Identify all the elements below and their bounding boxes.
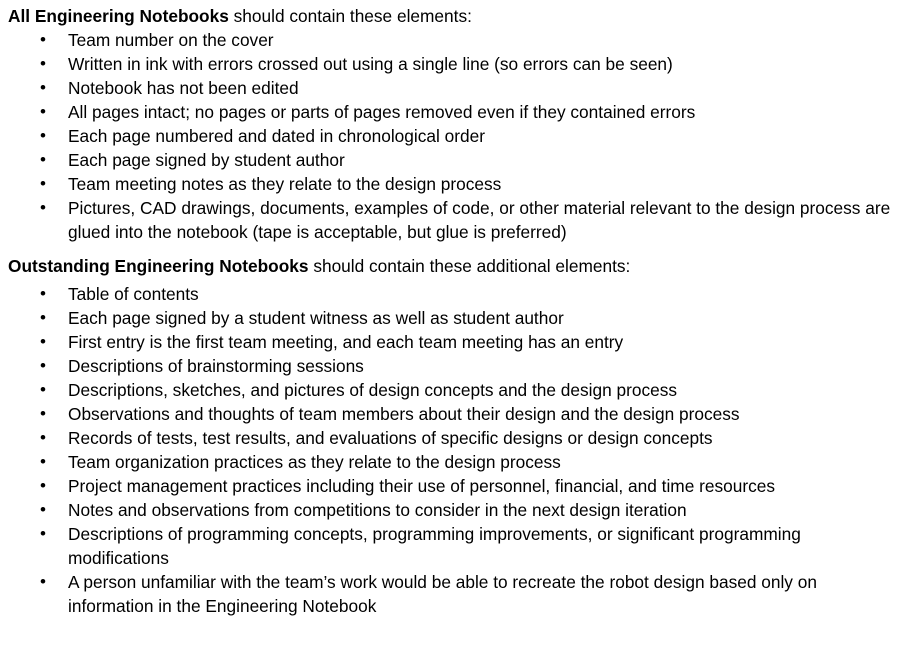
bullet-icon: • — [40, 356, 46, 375]
bullet-icon: • — [40, 308, 46, 327]
list-item-text: Pictures, CAD drawings, documents, examples of code, or other material relevant to the design process are glued into the notebook (tape is acceptable, but glue is preferred) — [68, 198, 891, 242]
list-item — [8, 498, 902, 522]
list-item — [8, 306, 902, 330]
list-item — [8, 28, 902, 52]
heading-rest-outstanding: should contain these additional elements: — [308, 256, 631, 276]
list-item-text: A person unfamiliar with the team’s work would be able to recreate the robot design based only on information in the Engineering Notebook — [68, 572, 817, 616]
bullet-icon: • — [40, 524, 46, 543]
list-item-text: Observations and thoughts of team members about their design and the design process — [68, 404, 740, 424]
bullet-icon: • — [40, 500, 46, 519]
list-item — [8, 402, 902, 426]
list-item — [8, 378, 902, 402]
list-all-notebooks — [8, 28, 902, 244]
bullet-icon: • — [40, 332, 46, 351]
bullet-icon: • — [40, 380, 46, 399]
list-item-text: Descriptions of programming concepts, programming improvements, or significant programming modifications — [68, 524, 801, 568]
bullet-icon: • — [40, 174, 46, 193]
bullet-icon: • — [40, 452, 46, 471]
bullet-icon: • — [40, 102, 46, 121]
list-item-text: Project management practices including their use of personnel, financial, and time resources — [68, 476, 775, 496]
list-item — [8, 282, 902, 306]
bullet-icon: • — [40, 126, 46, 145]
list-item — [8, 52, 902, 76]
list-item — [8, 570, 902, 618]
list-item-text: Table of contents — [68, 284, 199, 304]
list-item-text: Notebook has not been edited — [68, 78, 299, 98]
section-heading-all — [8, 4, 902, 28]
list-item-text: Team number on the cover — [68, 30, 274, 50]
list-item-text: Each page numbered and dated in chronological order — [68, 126, 485, 146]
list-item — [8, 330, 902, 354]
section-heading-outstanding — [8, 254, 902, 278]
bullet-icon: • — [40, 476, 46, 495]
list-item — [8, 172, 902, 196]
list-item — [8, 124, 902, 148]
bullet-icon: • — [40, 572, 46, 591]
heading-bold-all: All Engineering Notebooks — [8, 6, 229, 26]
heading-rest-all: should contain these elements: — [228, 6, 472, 26]
bullet-icon: • — [40, 150, 46, 169]
bullet-icon: • — [40, 30, 46, 49]
list-item — [8, 100, 902, 124]
list-item-text: Each page signed by student author — [68, 150, 345, 170]
list-item-text: All pages intact; no pages or parts of pages removed even if they contained errors — [68, 102, 696, 122]
list-item-text: Written in ink with errors crossed out using a single line (so errors can be seen) — [68, 54, 673, 74]
list-item — [8, 354, 902, 378]
bullet-icon: • — [40, 78, 46, 97]
list-item — [8, 474, 902, 498]
list-item-text: Team meeting notes as they relate to the design process — [68, 174, 502, 194]
list-item — [8, 426, 902, 450]
list-item-text: Notes and observations from competitions to consider in the next design iteration — [68, 500, 687, 520]
list-item-text: First entry is the first team meeting, and each team meeting has an entry — [68, 332, 624, 352]
list-item — [8, 450, 902, 474]
list-item-text: Team organization practices as they relate to the design process — [68, 452, 561, 472]
list-item — [8, 148, 902, 172]
list-item — [8, 522, 902, 570]
bullet-icon: • — [40, 404, 46, 423]
section-spacer — [8, 244, 902, 254]
list-item-text: Descriptions, sketches, and pictures of design concepts and the design process — [68, 380, 678, 400]
bullet-icon: • — [40, 428, 46, 447]
list-item — [8, 196, 902, 244]
bullet-icon: • — [40, 54, 46, 73]
list-item — [8, 76, 902, 100]
heading-bold-outstanding: Outstanding Engineering Notebooks — [8, 256, 309, 276]
list-item-text: Each page signed by a student witness as well as student author — [68, 308, 564, 328]
bullet-icon: • — [40, 284, 46, 303]
list-item-text: Records of tests, test results, and evaluations of specific designs or design concepts — [68, 428, 713, 448]
list-item-text: Descriptions of brainstorming sessions — [68, 356, 364, 376]
list-outstanding-notebooks — [8, 282, 902, 618]
bullet-icon: • — [40, 198, 46, 217]
